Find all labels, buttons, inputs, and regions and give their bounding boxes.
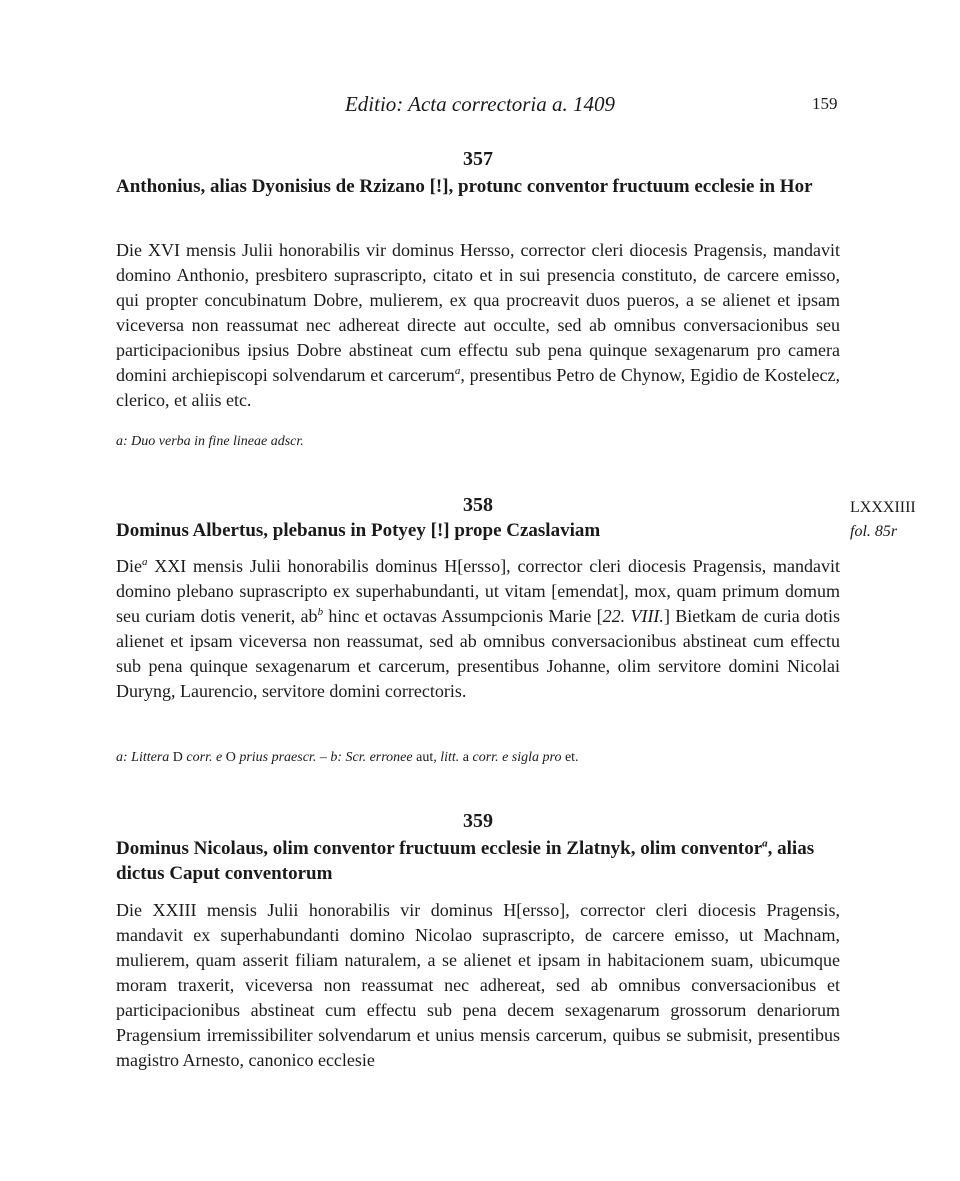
title-text: , alias dictus Caput conventorum xyxy=(116,838,815,884)
margin-roman-numeral: LXXXIIII xyxy=(850,499,916,516)
entry-text: Die XXIII mensis Julii honorabilis vir dominus H[ersso], corrector cleri diocesis Pragensis, mandavit ex superhabundanti domino Nicolao suprascripto, de carcere emisso, ut Machnam, mulierem, quam asserit filiam naturalem, a se alienet et ipsam in habitacionem suam, ubicumque moram traxerit, viceversa non reassumat nec adhereat, sed ab omnibus conversacionibus et participacionibus abstineat cum effectu sub pena decem sexagenarum grossorum denariorum Pragensium irremissibiliter solvendarum et unius mensis carcerum, quibus se submisit, presentibus magistro Arnesto, canonico ecclesie xyxy=(116,900,840,1070)
footnote-marker-a: a xyxy=(762,837,768,850)
note-text: prius praescr. – b: Scr. erronee xyxy=(235,750,417,765)
entry-number-357: 357 xyxy=(463,148,493,170)
entry-text: , presentibus Petro de Chynow, Egidio de Kostelecz, clerico, et aliis etc. xyxy=(116,365,840,410)
note-text: a xyxy=(462,750,470,765)
entry-text: ] Bietkam de curia dotis alienet et ipsam viceversa non reassumat, sed ab omnibus conversacionibus abstineat cum effectu sub pena quinque sexagenarum et carcerum, presentibus Johanne, olim servitore domini Nicolai Duryng, Laurencio, servitore domini correctoris. xyxy=(116,606,840,701)
footnote-358 xyxy=(116,750,840,766)
note-text: a: Littera xyxy=(116,750,173,765)
entry-text: hinc et octavas Assumpcionis Marie [ xyxy=(323,606,603,626)
entry-body-357 xyxy=(116,238,840,413)
entry-text: Die xyxy=(116,556,142,576)
entry-body-358 xyxy=(116,554,840,704)
entry-title-358: Dominus Albertus, plebanus in Potyey [!] prope Czaslaviam xyxy=(116,520,601,541)
note-text: aut xyxy=(416,750,434,765)
footnote-357: a: Duo verba in fine lineae adscr. xyxy=(116,434,304,449)
entry-title-357: Anthonius, alias Dyonisius de Rzizano [!], protunc conventor fructuum ecclesie in Hor xyxy=(116,176,813,197)
entry-number-359: 359 xyxy=(463,810,493,832)
note-text: D xyxy=(172,750,183,765)
margin-note xyxy=(850,496,916,544)
footnote-marker-a: a xyxy=(454,365,461,377)
note-text: et. xyxy=(564,750,579,765)
note-text: O xyxy=(225,750,236,765)
note-text: corr. e sigla pro xyxy=(469,750,565,765)
entry-body-359 xyxy=(116,898,840,1073)
margin-folio: fol. 85r xyxy=(850,523,898,540)
entry-text: Die XVI mensis Julii honorabilis vir dominus Hersso, corrector cleri diocesis Pragensis, mandavit domino Anthonio, presbitero suprascripto, citato et in sui presencia constituto, de carcere emisso, qui propter concubinatum Dobre, mulierem, ex qua procreavit duos pueros, a se alienet et ipsam viceversa non reassumat nec adhereat directe aut occulte, sed ab omnibus conversacionibus seu participacionibus ipsius Dobre abstineat cum effectu sub pena quinque sexagenarum pro camera domini archiepiscopi solvendarum et carcerum xyxy=(116,240,840,385)
date-reference: 22. VIII. xyxy=(602,606,664,626)
page-number: 159 xyxy=(812,94,838,113)
note-text: corr. e xyxy=(182,750,226,765)
footnote-marker-a: a xyxy=(142,556,148,568)
entry-title-359 xyxy=(116,836,840,886)
footnote-marker-b: b xyxy=(317,606,324,618)
entry-number-358: 358 xyxy=(463,494,493,516)
title-text: Dominus Nicolaus, olim conventor fructuum ecclesie in Zlatnyk, olim conventor xyxy=(116,838,763,859)
note-text: , litt. xyxy=(433,750,463,765)
running-title: Editio: Acta correctoria a. 1409 xyxy=(344,92,616,116)
entry-text: XXI mensis Julii honorabilis dominus H[ersso], corrector cleri diocesis Pragensis, mandavit domino plebano suprascripto ex superhabundanti, ut vitam [emendat], mox, quam primum domum seu curiam dotis venerit, ab xyxy=(116,556,840,626)
